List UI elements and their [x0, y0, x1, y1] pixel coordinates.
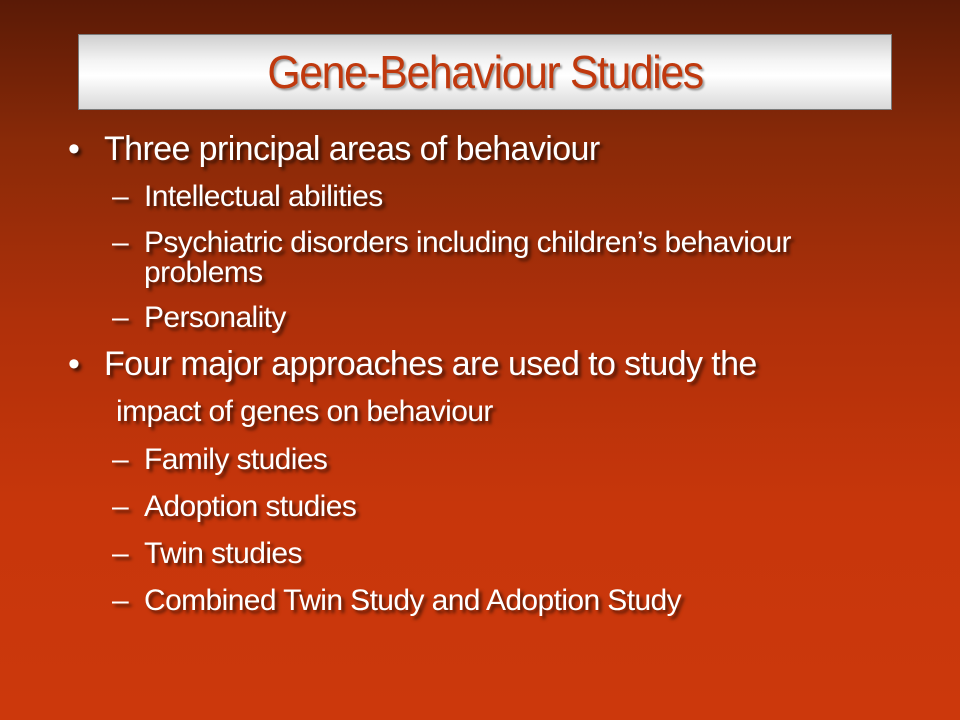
dash-marker: – [112, 226, 129, 259]
sub-bullet-text: Intellectual abilities [144, 180, 383, 213]
sub-bullet-text: Family studies [144, 443, 328, 476]
sub-bullet-item [62, 530, 912, 577]
sub-bullet-item [62, 436, 912, 483]
bullet-marker: • [68, 345, 80, 383]
sub-bullet-item [62, 577, 912, 624]
sub-bullet-item [62, 173, 912, 220]
sub-bullet-text: Combined Twin Study and Adoption Study [144, 584, 682, 617]
sub-bullet-item [62, 220, 912, 294]
sub-bullet-text: Adoption studies [144, 490, 357, 523]
dash-marker: – [112, 301, 129, 334]
slide-title: Gene-Behaviour Studies [267, 46, 703, 98]
bullet-text: Four major approaches are used to study the [104, 345, 757, 383]
sub-bullet-item [62, 483, 912, 530]
sub-bullet-item [62, 294, 912, 341]
sub-bullet-text: Personality [144, 301, 286, 334]
sub-bullet-text: Twin studies [144, 537, 302, 570]
dash-marker: – [112, 490, 129, 523]
dash-marker: – [112, 537, 129, 570]
sub-bullet-text: Psychiatric disorders including children’s behaviour [144, 226, 791, 259]
dash-marker: – [112, 443, 129, 476]
bullet-item [62, 126, 912, 173]
sub-bullet-text-continued: problems [144, 256, 263, 289]
dash-marker: – [112, 180, 129, 213]
bullet-marker: • [68, 130, 80, 168]
dash-marker: – [112, 584, 129, 617]
bullet-text-continued: impact of genes on behaviour [116, 395, 493, 428]
title-banner [78, 34, 892, 110]
bullet-item [62, 341, 912, 388]
bullet-text: Three principal areas of behaviour [104, 130, 600, 168]
slide-body [62, 126, 912, 624]
